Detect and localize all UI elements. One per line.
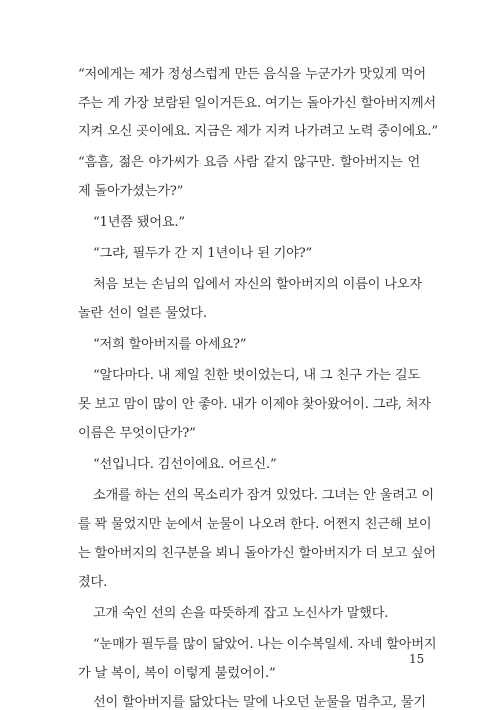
text-line: 는 할아버지의 친구분을 뵈니 돌아가신 할아버지가 더 보고 싶어 xyxy=(78,546,436,561)
text-line: 를 꽉 물었지만 눈에서 눈물이 나오려 한다. 어쩐지 친근해 보이 xyxy=(78,517,432,532)
text-line: “저희 할아버지를 아세요?” xyxy=(93,337,247,352)
text-line: “눈매가 필두를 많이 닮았어. 나는 이수복일세. 자네 할아버지 xyxy=(93,637,437,652)
text-line: “흠흠, 젊은 아가씨가 요즘 사람 같지 않구만. 할아버지는 언 xyxy=(78,155,420,170)
text-line: 놀란 선이 얼른 물었다. xyxy=(78,306,207,321)
text-line: 처음 보는 손님의 입에서 자신의 할아버지의 이름이 나오자 xyxy=(93,277,422,292)
text-line: 선이 할아버지를 닮았다는 말에 나오던 눈물을 멈추고, 물기 xyxy=(93,695,426,710)
text-line: “1년쯤 됐어요.” xyxy=(93,215,185,230)
text-line: 지켜 오신 곳이에요. 지금은 제가 지켜 나가려고 노력 중이에요.” xyxy=(78,124,438,139)
text-line: 이름은 무엇이단가?” xyxy=(78,426,196,441)
text-line: 제 돌아가셨는가?” xyxy=(78,184,184,199)
text-line: 고개 숙인 선의 손을 따뜻하게 잡고 노신사가 말했다. xyxy=(93,606,389,621)
text-line: “선입니다. 김선이에요. 어르신.” xyxy=(93,457,277,472)
text-line: “그랴, 필두가 간 지 1년이나 된 기야?” xyxy=(93,246,313,261)
text-line: 소개를 하는 선의 목소리가 잠겨 있었다. 그녀는 안 울려고 이 xyxy=(93,488,434,503)
text-line: “저에게는 제가 정성스럽게 만든 음식을 누군가가 맛있게 먹어 xyxy=(78,67,426,82)
text-line: 가 날 복이, 복이 이렇게 불렀어이.” xyxy=(78,666,276,681)
text-line: 못 보고 맘이 많이 안 좋아. 내가 이제야 찾아왔어이. 그랴, 처자 xyxy=(78,397,431,412)
page-number: 15 xyxy=(409,652,425,666)
text-line: “알다마다. 내 제일 친한 벗이었는디, 내 그 친구 가는 길도 xyxy=(93,368,420,383)
text-line: 주는 게 가장 보람된 일이거든요. 여기는 돌아가신 할아버지께서 xyxy=(78,96,436,111)
text-line: 졌다. xyxy=(78,575,108,590)
